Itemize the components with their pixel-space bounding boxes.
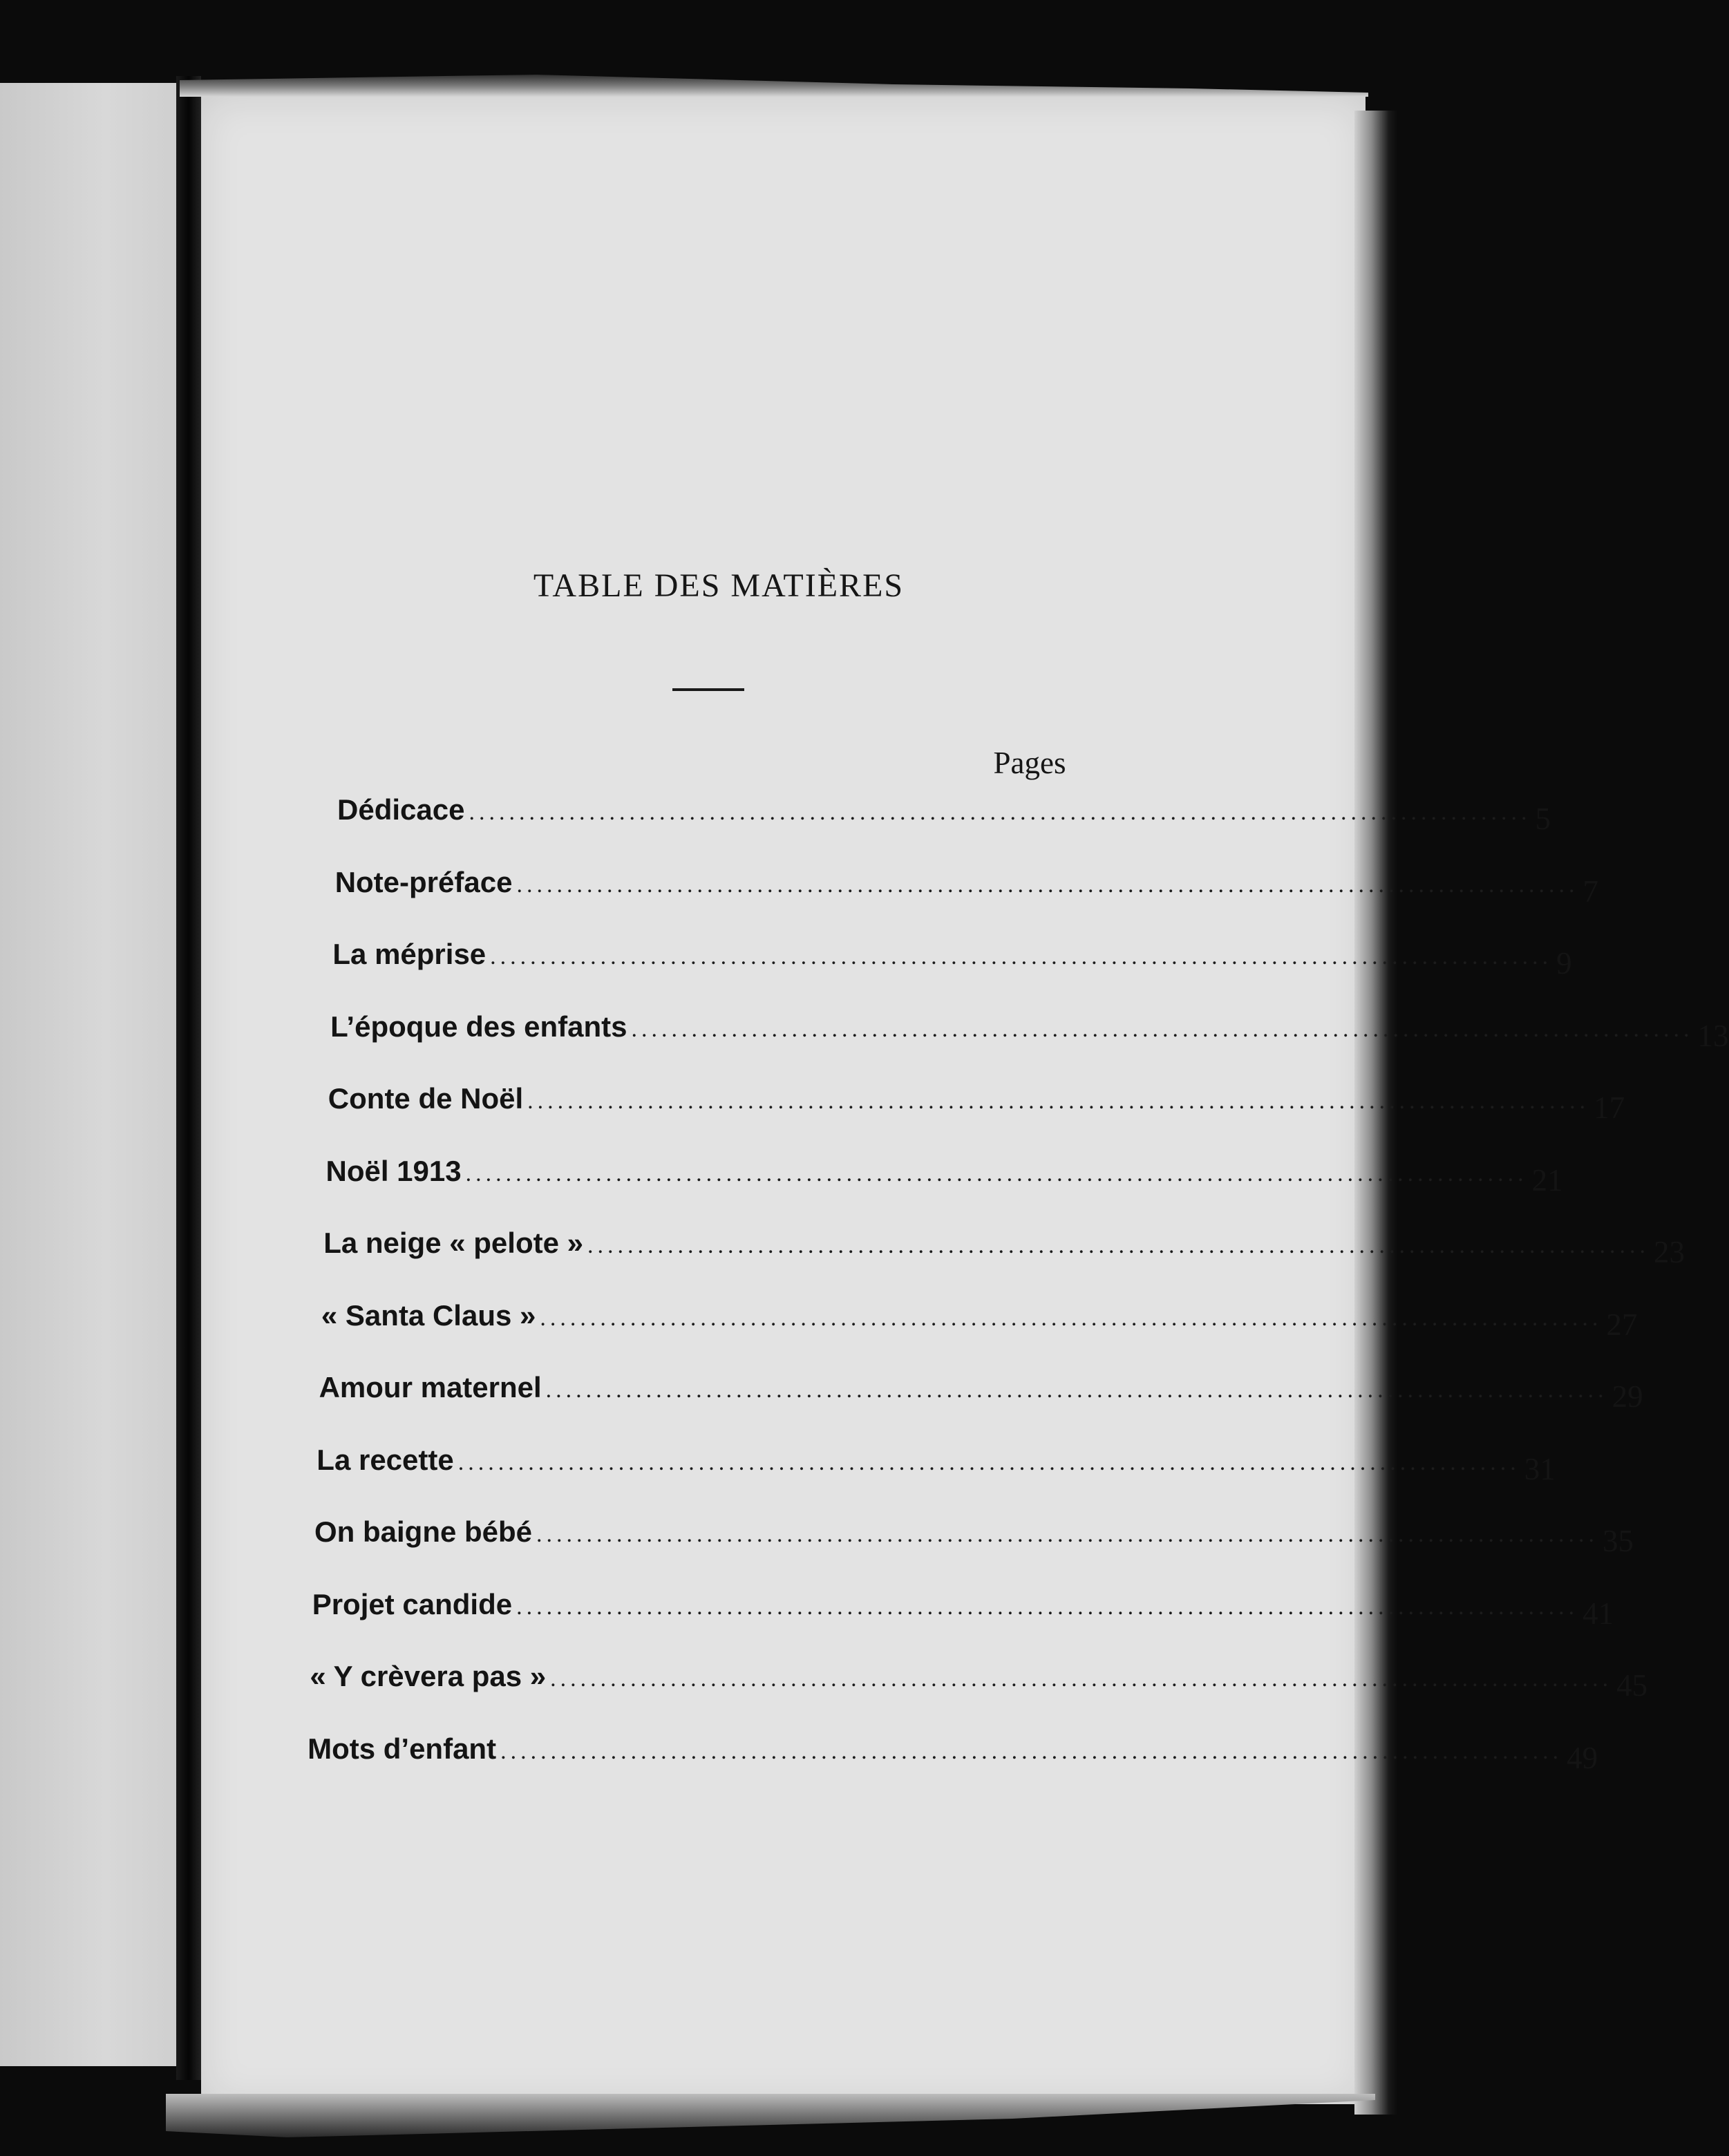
toc-entry-title: L’époque des enfants (330, 1010, 627, 1043)
dot-leader: .......................................................................................................... (631, 1016, 1694, 1042)
toc-entry-page-number: 35 (1603, 1524, 1634, 1558)
dot-leader: .......................................................................................................... (516, 1594, 1579, 1620)
dot-leader: .......................................................................................................... (540, 1305, 1603, 1331)
toc-entry-page-number: 29 (1612, 1379, 1643, 1414)
toc-entry (312, 1586, 1614, 1634)
toc-entry (332, 936, 1572, 984)
dot-leader: .......................................................................................................... (545, 1377, 1608, 1403)
toc-entry (321, 1297, 1638, 1345)
pages-column-heading: Pages (993, 746, 1066, 780)
toc-entry-title: La recette (316, 1443, 454, 1476)
toc-entry (334, 864, 1598, 912)
toc-entry-page-number: 41 (1582, 1596, 1614, 1631)
toc-entry (323, 1224, 1685, 1273)
toc-entry-title: « Santa Claus » (321, 1298, 536, 1332)
toc-entry-title: Conte de Noël (328, 1082, 524, 1115)
toc-entry-title: La neige « pelote » (323, 1227, 583, 1259)
toc-entry-title: « Y crèvera pas » (310, 1660, 547, 1692)
dot-leader: .......................................................................................................... (469, 800, 1531, 825)
toc-entry-title: Projet candide (312, 1587, 513, 1620)
toc-entry (337, 791, 1551, 840)
dot-leader: .......................................................................................................... (536, 1522, 1599, 1547)
dot-leader: .......................................................................................................... (527, 1088, 1590, 1114)
dot-leader: .......................................................................................................... (516, 871, 1579, 898)
toc-entry-page-number: 5 (1535, 802, 1551, 836)
dot-leader: .......................................................................................................... (587, 1233, 1650, 1258)
toc-entry (308, 1730, 1598, 1779)
dot-leader: .......................................................................................................... (550, 1666, 1613, 1692)
toc-entry-title: Dédicace (337, 793, 465, 826)
toc-entry-page-number: 7 (1582, 873, 1598, 909)
dot-leader: .......................................................................................................... (465, 1160, 1528, 1186)
toc-entry-title: Note-préface (334, 865, 513, 898)
toc-entry-title: Mots d’enfant (308, 1732, 497, 1765)
toc-entry (310, 1658, 1648, 1706)
toc-entry-title: On baigne bébé (314, 1515, 533, 1548)
toc-entry-page-number: 17 (1594, 1090, 1625, 1125)
toc-entry-title: Amour maternel (319, 1371, 542, 1403)
toc-entry-title: Noël 1913 (325, 1154, 462, 1187)
dot-leader: .......................................................................................................... (500, 1738, 1563, 1764)
toc-entry (319, 1369, 1643, 1417)
toc-entry-page-number: 21 (1531, 1162, 1563, 1198)
toc-entry-title: La méprise (332, 938, 486, 970)
toc-entry-page-number: 31 (1524, 1451, 1556, 1486)
toc-entry (314, 1513, 1634, 1562)
toc-entry-page-number: 27 (1606, 1307, 1638, 1342)
toc-entry-page-number: 9 (1556, 946, 1572, 981)
dot-leader: .......................................................................................................... (457, 1449, 1520, 1475)
toc-entry-page-number: 13 (1697, 1018, 1729, 1053)
toc-entry-page-number: 45 (1616, 1668, 1648, 1703)
toc-entry (328, 1080, 1625, 1128)
toc-entry-page-number: 23 (1653, 1235, 1685, 1269)
toc-entry (330, 1008, 1729, 1057)
dot-leader: .......................................................................................................... (490, 944, 1553, 970)
toc-entry-page-number: 49 (1567, 1740, 1598, 1775)
toc-entry (325, 1153, 1563, 1201)
page-title: TABLE DES MATIÈRES (533, 567, 905, 604)
toc-entry (316, 1441, 1556, 1490)
